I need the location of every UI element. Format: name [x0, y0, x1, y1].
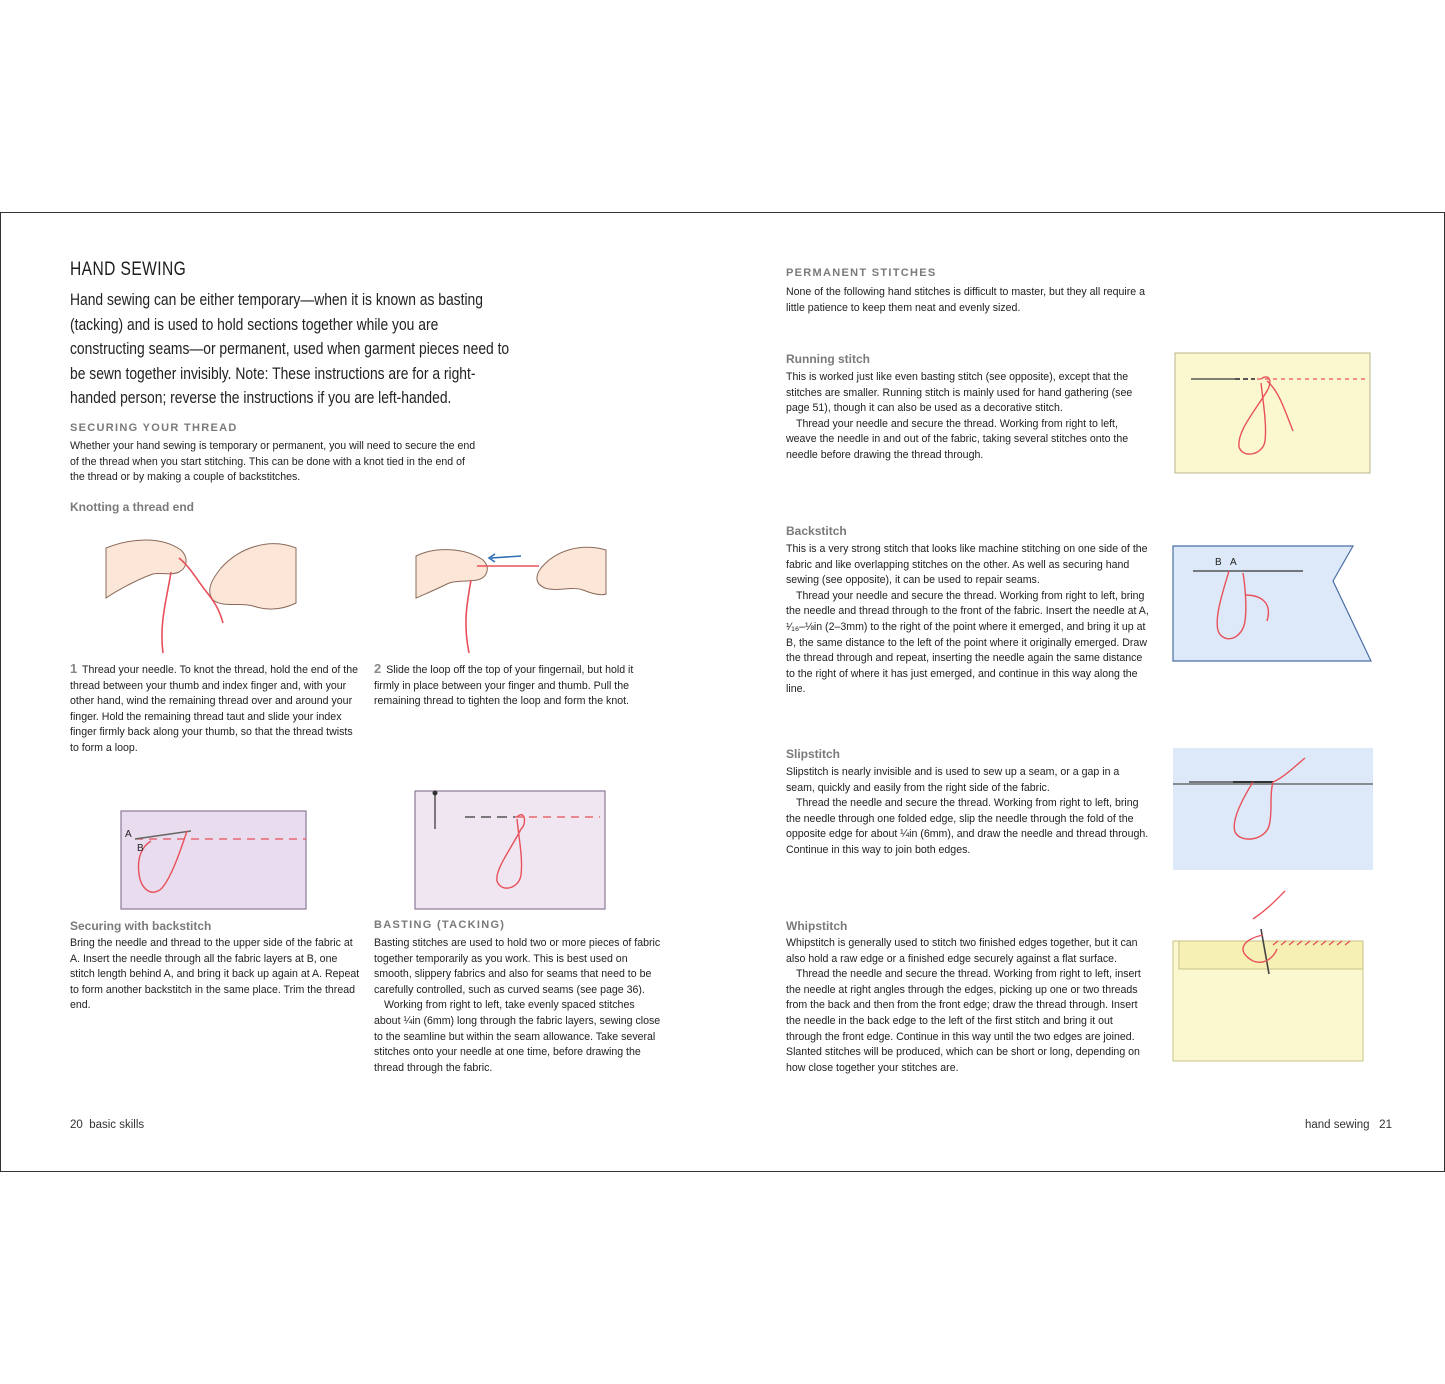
backstitch-label-b: B — [1215, 557, 1222, 568]
step1-number: 1 — [70, 661, 78, 676]
step1-text: 1 Thread your needle. To knot the thread, hold the end of the thread between your thumb and index finger and, with your other hand, wind the remaining thread over and around your finger. Hold the remaining thread taut and slide your index finger firmly back along your thumb, so that the thread twists to form a loop. — [70, 661, 359, 754]
backstitch-heading: Backstitch — [786, 524, 847, 538]
page-number-left: 20 — [70, 1119, 83, 1131]
section-label-left: basic skills — [89, 1119, 145, 1131]
label-b: B — [137, 843, 144, 854]
whipstitch-heading: Whipstitch — [786, 919, 848, 933]
securing-heading: SECURING YOUR THREAD — [70, 422, 238, 434]
label-a: A — [125, 829, 132, 840]
page-number-right: 21 — [1379, 1119, 1392, 1131]
footer-left — [70, 1119, 144, 1131]
hands-knot-step1-illustration — [101, 528, 301, 658]
footer-right — [1305, 1119, 1392, 1131]
basting-heading: BASTING (TACKING) — [374, 919, 506, 931]
page-title: HAND SEWING — [70, 259, 187, 280]
backstitch-secure-heading: Securing with backstitch — [70, 919, 212, 933]
whipstitch-illustration — [1173, 889, 1368, 1064]
basting-illustration — [415, 789, 610, 914]
intro-paragraph: Hand sewing can be either temporary—when it is known as basting (tacking) and is used to hold sections together while you are constructing seams—or permanent, used when garment pieces need to be sewn together invisibly. Note: These instructions are for a right-handed person; reverse the instructions if you are left-handed. — [70, 291, 510, 408]
permanent-heading: PERMANENT STITCHES — [786, 267, 937, 279]
slipstitch-text: Slipstitch is nearly invisible and is used to sew up a seam, or a gap in a seam, quickly and easily from the right side of the fabric. Thread the needle and secure the thread. Working from right to left, bring the needle through one folded edge, slip the needle through the fold of the opposite edge for about ¼in (6mm), and draw the needle and thread through. Continue in this way to join both edges. — [786, 766, 1149, 856]
step2-text: 2 Slide the loop off the top of your fingernail, but hold it firmly in place between your finger and thumb. Pull the remaining thread to tighten the loop and form the knot. — [374, 661, 634, 708]
section-label-right: hand sewing — [1305, 1119, 1370, 1131]
hands-knot-step2-illustration — [411, 528, 611, 658]
basting-text: Basting stitches are used to hold two or more pieces of fabric together temporarily as you work. This is best used on smooth, slippery fabrics and also for seams that need to be carefully controlled, such as curved seams (see page 36). Working from right to left, take evenly spaced stitches about ¼in (6mm) long through the fabric layers, sewing close to the seamline but within the seam allowance. Take several stitches onto your needle at one time, before drawing the thread through the fabric. — [374, 937, 661, 1074]
backstitch-label-a: A — [1230, 557, 1237, 568]
running-stitch-illustration — [1175, 351, 1375, 476]
backstitch-illustration — [1173, 541, 1378, 666]
running-text: This is worked just like even basting stitch (see opposite), except that the stitches are smaller. Running stitch is mainly used for hand gathering (see page 51), though it can also be used as a decorative stitch. Thread your needle and secure the thread. Working from right to left, weave the needle in and out of the fabric, taking several stitches onto the needle before drawing the thread through. — [786, 371, 1133, 461]
securing-text: Whether your hand sewing is temporary or permanent, you will need to secure the end of the thread when you start stitching. This can be done with a knot tied in the end of the thread or by making a couple of backstitches. — [70, 440, 476, 484]
permanent-text: None of the following hand stitches is difficult to master, but they all require a little patience to keep them neat and evenly sized. — [786, 286, 1146, 314]
backstitch-text: This is a very strong stitch that looks like machine stitching on one side of the fabric and like overlapping stitches on the other. As well as securing hand sewing (see opposite), it can be used to repair seams. Thread your needle and secure the thread. Working from right to left, bring the needle and thread through to the front of the fabric. Insert the needle at A, ¹⁄₁₆–⅛in (2–3mm) to the right of the point where it emerged, and bring it up at B, the same distance to the left of the point where it originally emerged. Draw the thread through and repeat, inserting the needle again the same distance to the right of where it has just emerged, and continue in this way along the line. — [786, 543, 1149, 696]
knotting-heading: Knotting a thread end — [70, 500, 194, 514]
backstitch-secure-illustration — [121, 809, 311, 914]
slipstitch-illustration — [1173, 748, 1378, 873]
running-heading: Running stitch — [786, 352, 870, 366]
backstitch-secure-text: Bring the needle and thread to the upper side of the fabric at A. Insert the needle through all the fabric layers at B, one stitch length behind A, and bring it back up again at A. Repeat to form another backstitch in the same place. Trim the thread end. — [70, 937, 360, 1012]
book-spread — [0, 212, 1445, 1172]
slipstitch-heading: Slipstitch — [786, 747, 841, 761]
step2-number: 2 — [374, 661, 382, 676]
whipstitch-text: Whipstitch is generally used to stitch two finished edges together, but it can also hold a raw edge or a finished edge securely against a flat surface. Thread the needle and secure the thread. Working from right to left, insert the needle at right angles through the edges, picking up one or two threads from the back and then from the front edge; draw the thread through. Insert the needle in the back edge to the left of the first stitch and bring it out through the front edge. Continue in this way until the two edges are joined. Slanted stitches will be produced, which can be short or long, depending on how close together your stitches are. — [786, 937, 1141, 1074]
